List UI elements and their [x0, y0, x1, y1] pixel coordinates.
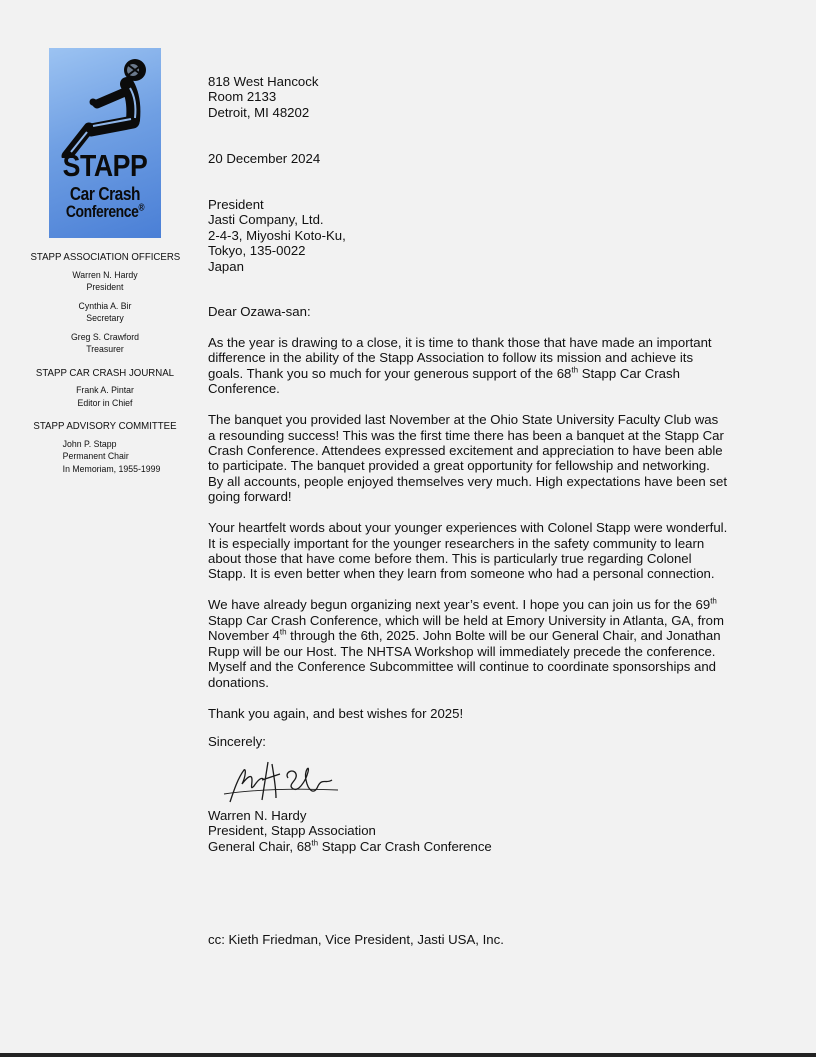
journal-editor: [36, 385, 174, 410]
letter-date: 20 December 2024: [208, 151, 321, 166]
officer-president: [36, 270, 174, 295]
logo-word-conference: Conference®: [65, 202, 145, 221]
recipient-line: Jasti Company, Ltd.: [208, 212, 324, 228]
logo-word-stapp: STAPP: [62, 148, 148, 183]
recipient-address: [208, 197, 346, 274]
signature-block: [208, 808, 492, 854]
paragraph-thanks: As the year is drawing to a close, it is time to thank those that have made an important difference in the ability of the Stapp Association to follow its mission and achieve its goals. Thank you so much for your generous support of the 68th Stapp Car Crash Conference.: [208, 335, 712, 397]
paragraph-closing-thanks: Thank you again, and best wishes for 2025!: [208, 705, 464, 721]
editor-title: Editor in Chief: [77, 397, 133, 409]
carbon-copy-line: cc: Kieth Friedman, Vice President, Jasti USA, Inc.: [208, 932, 504, 947]
officer-title: President: [86, 282, 124, 293]
recipient-line: Tokyo, 135-0022: [208, 243, 306, 259]
signer-name: Warren N. Hardy: [208, 808, 307, 823]
advisory-member: [36, 439, 174, 477]
officer-title: Secretary: [86, 313, 124, 324]
handwritten-signature: [222, 750, 342, 808]
signer-title: General Chair, 68th Stapp Car Crash Conference: [208, 838, 492, 854]
officer-name: Warren N. Hardy: [72, 269, 138, 281]
officer-secretary: [36, 301, 174, 326]
recipient-line: President: [208, 197, 264, 212]
signer-title: President, Stapp Association: [208, 823, 376, 839]
return-address-line: Detroit, MI 48202: [208, 104, 310, 120]
paragraph-next-event: We have already begun organizing next year’s event. I hope you can join us for the 69th Stapp Car Crash Conference, which will be held at Emory University in Atlanta, GA, from November 4th through the 6th, 2025. John Bolte will be our General Chair, and Jonathan Rupp will be our Host. The NHTSA Workshop will immediately precede the conference. Myself and the Conference Subcommittee will continue to coordinate sponsorships and donations.: [208, 597, 724, 690]
officer-name: Cynthia A. Bir: [78, 300, 132, 312]
letter-body: [208, 335, 728, 737]
advisory-note: In Memoriam, 1955-1999: [62, 463, 161, 475]
journal-heading: STAPP CAR CRASH JOURNAL: [35, 366, 175, 379]
officer-treasurer: [36, 332, 174, 357]
salutation: Dear Ozawa-san:: [208, 304, 311, 319]
officer-title: Treasurer: [86, 344, 124, 355]
return-address: [208, 74, 728, 120]
return-address-line: Room 2133: [208, 89, 277, 105]
paragraph-banquet: The banquet you provided last November at the Ohio State University Faculty Club was a resounding success! This was the first time there has been a banquet at the Stapp Car Crash Conference. Attendees expressed excitement and appreciation to have been able to participate. The banquet provided a great opportunity for fellowship and networking. By all accounts, people enjoyed themselves very much. High expectations have been set going forward!: [208, 412, 728, 505]
advisory-title: Permanent Chair: [62, 451, 129, 462]
crash-test-dummy-icon: [49, 48, 161, 158]
return-address-line: 818 West Hancock: [208, 74, 319, 89]
letterhead-sidebar: [30, 251, 180, 476]
logo-word-car-crash: Car Crash: [69, 184, 141, 204]
advisory-heading: STAPP ADVISORY COMMITTEE: [33, 420, 177, 432]
officers-heading: STAPP ASSOCIATION OFFICERS: [30, 251, 181, 263]
stapp-logo: [49, 48, 161, 238]
closing: Sincerely:: [208, 734, 266, 749]
recipient-line: Japan: [208, 258, 244, 274]
recipient-line: 2-4-3, Miyoshi Koto-Ku,: [208, 227, 346, 243]
advisory-name: John P. Stapp: [62, 438, 117, 450]
editor-name: Frank A. Pintar: [76, 385, 134, 396]
paragraph-colonel-stapp: Your heartfelt words about your younger experiences with Colonel Stapp were wonderful. It is especially important for the younger researchers in the safety community to learn about those that have come before them. This is particularly true regarding Colonel Stapp. It is even better when they learn from someone who had a personal connection.: [208, 520, 728, 582]
page-bottom-edge: [0, 1053, 816, 1057]
registered-mark: ®: [138, 202, 145, 214]
officer-name: Greg S. Crawford: [70, 331, 139, 343]
